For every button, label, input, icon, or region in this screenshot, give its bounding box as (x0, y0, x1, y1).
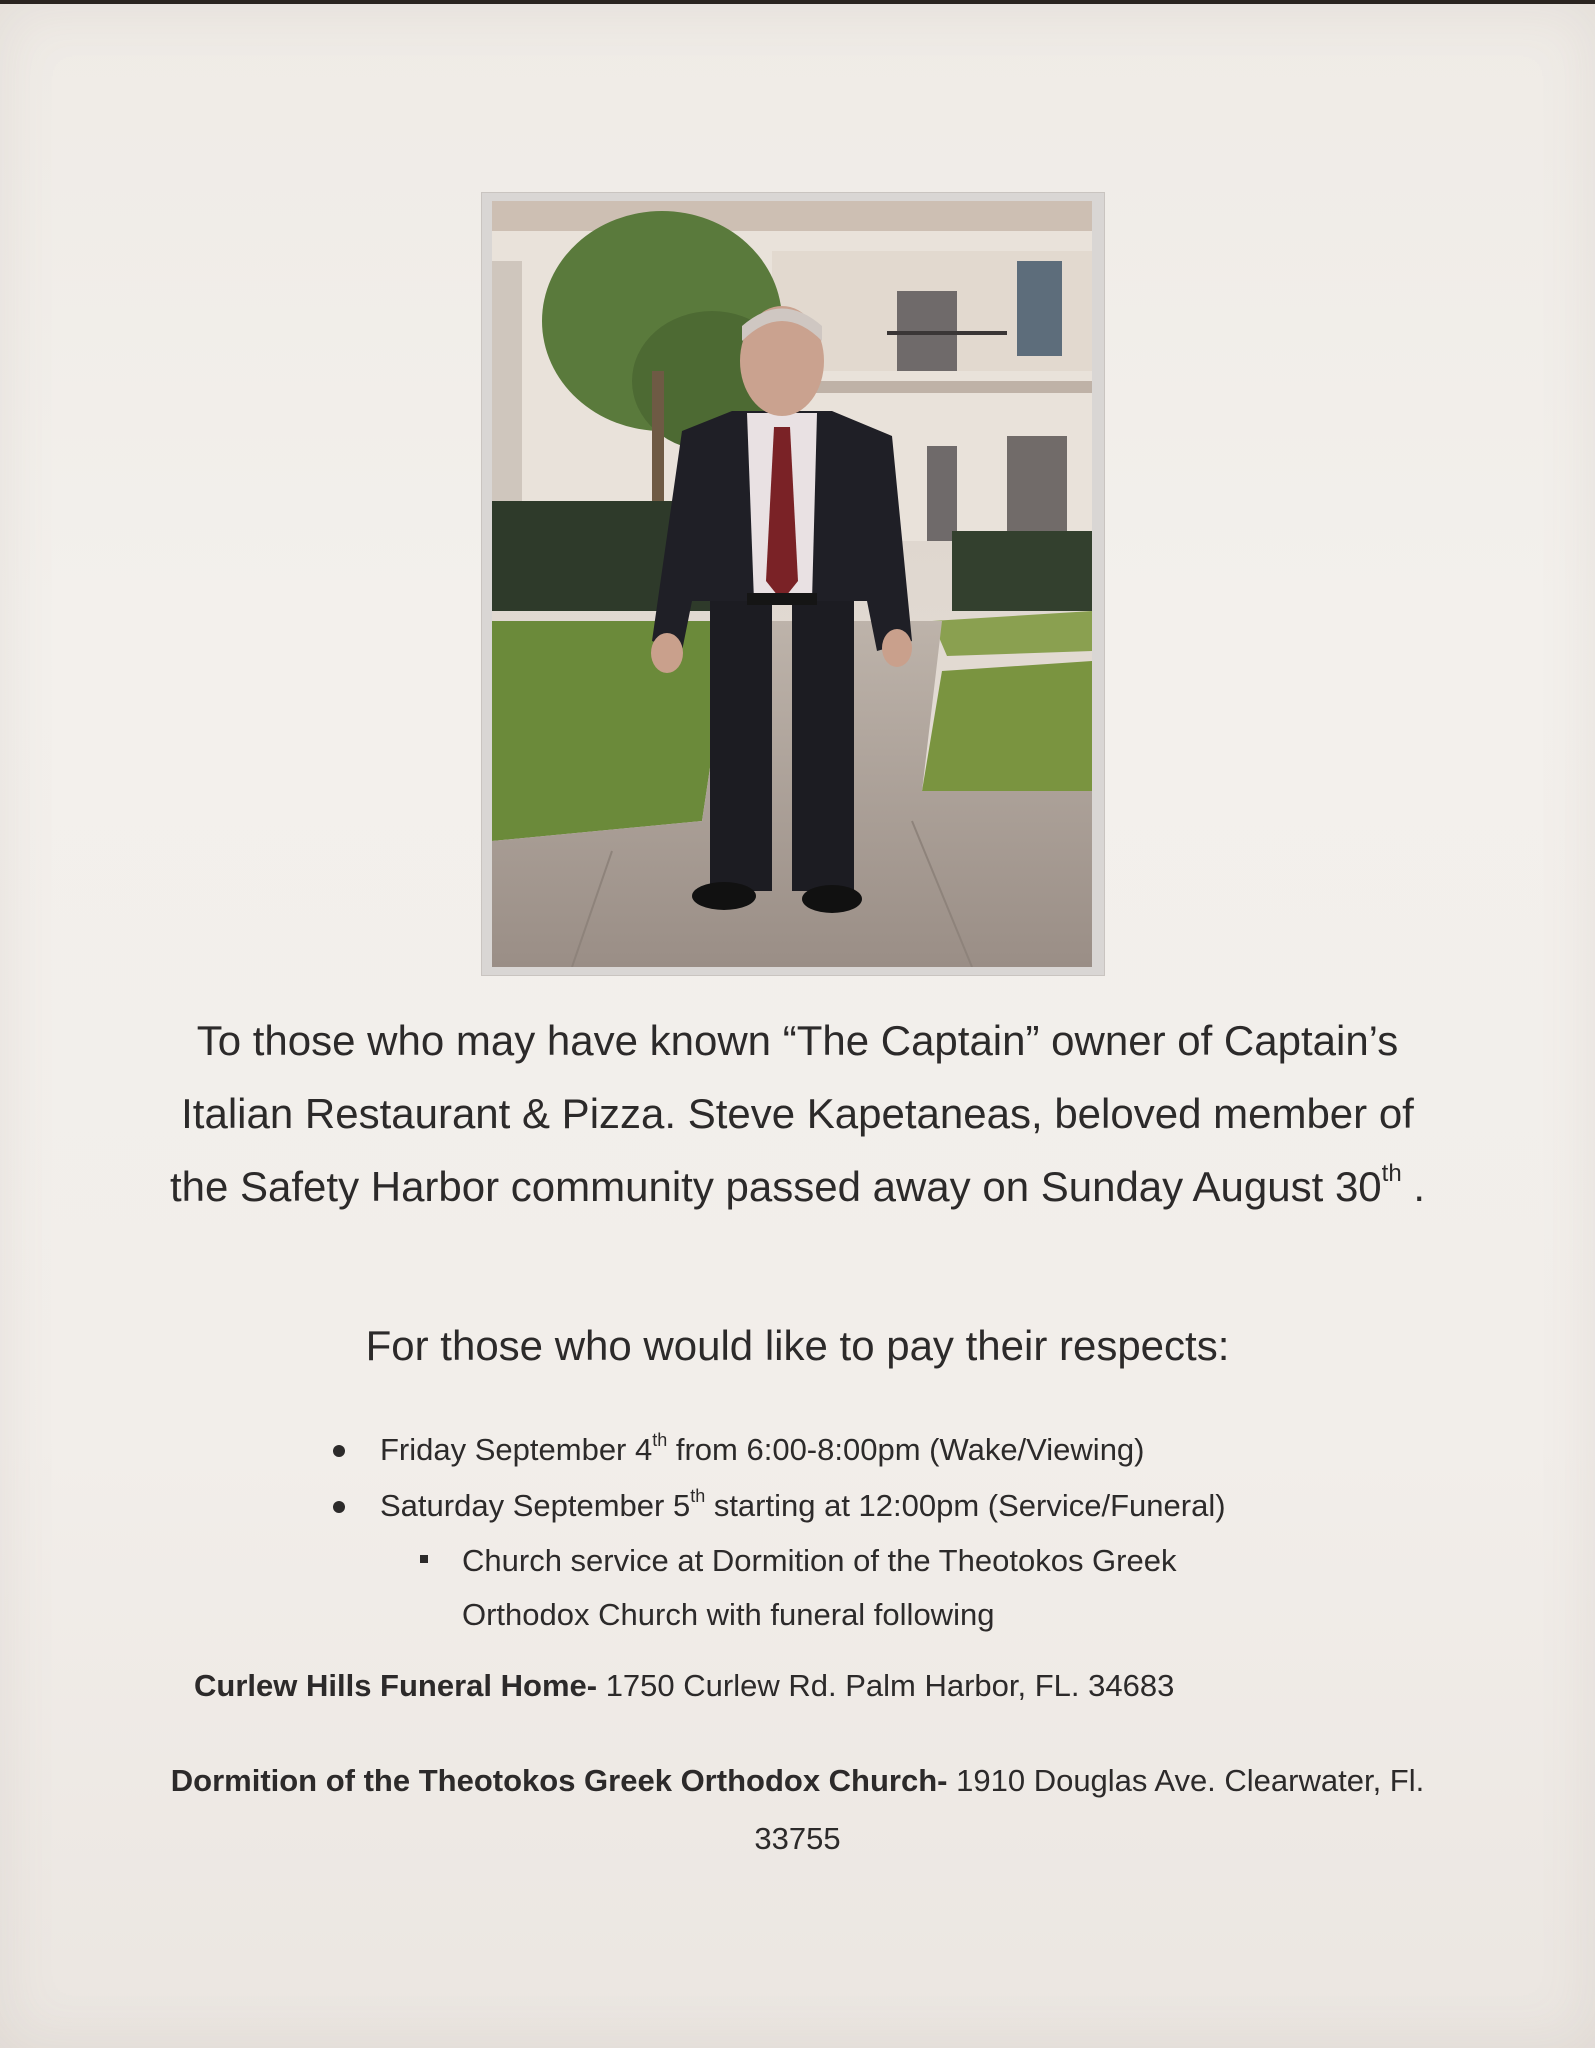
photo-illustration (492, 201, 1092, 967)
event-list (330, 1422, 1430, 1642)
location-church (150, 1752, 1445, 1868)
event-date: Saturday September 5 (380, 1488, 691, 1523)
square-bullet-icon (420, 1555, 428, 1563)
event-item-funeral (330, 1478, 1430, 1534)
location-funeral-home (194, 1668, 1174, 1704)
location-address: 1750 Curlew Rd. Palm Harbor, FL. 34683 (597, 1668, 1175, 1703)
event-item-wake (330, 1422, 1430, 1478)
ordinal-suffix: th (690, 1486, 706, 1506)
announcement-text: To those who may have known “The Captain” owner of Captain’s Italian Restaurant & Pizza. Steve Kapetaneas, beloved member of the Safety Harbor community passed away on Sunday August 30 (169, 1017, 1414, 1210)
sub-note-item (330, 1534, 1282, 1642)
event-details: from 6:00-8:00pm (Wake/Viewing) (667, 1432, 1145, 1467)
location-name: Curlew Hills Funeral Home- (194, 1668, 598, 1703)
memorial-photo (481, 192, 1105, 976)
bullet-icon (333, 1445, 345, 1457)
ordinal-suffix: th (1381, 1160, 1402, 1187)
bullet-icon (333, 1501, 345, 1513)
ordinal-suffix: th (652, 1430, 668, 1450)
announcement-end: . (1413, 1163, 1426, 1210)
event-details: starting at 12:00pm (Service/Funeral) (705, 1488, 1226, 1523)
location-address: 1910 Douglas Ave. Clearwater, Fl. 33755 (754, 1763, 1425, 1856)
flyer-paper (0, 4, 1595, 2048)
sub-note-text: Church service at Dormition of the Theotokos Greek Orthodox Church with funeral following (462, 1543, 1177, 1632)
event-date: Friday September 4 (380, 1432, 653, 1467)
location-name: Dormition of the Theotokos Greek Orthodox Church- (170, 1763, 948, 1798)
respects-heading: For those who would like to pay their respects: (365, 1322, 1230, 1369)
announcement-paragraph (150, 1004, 1445, 1223)
